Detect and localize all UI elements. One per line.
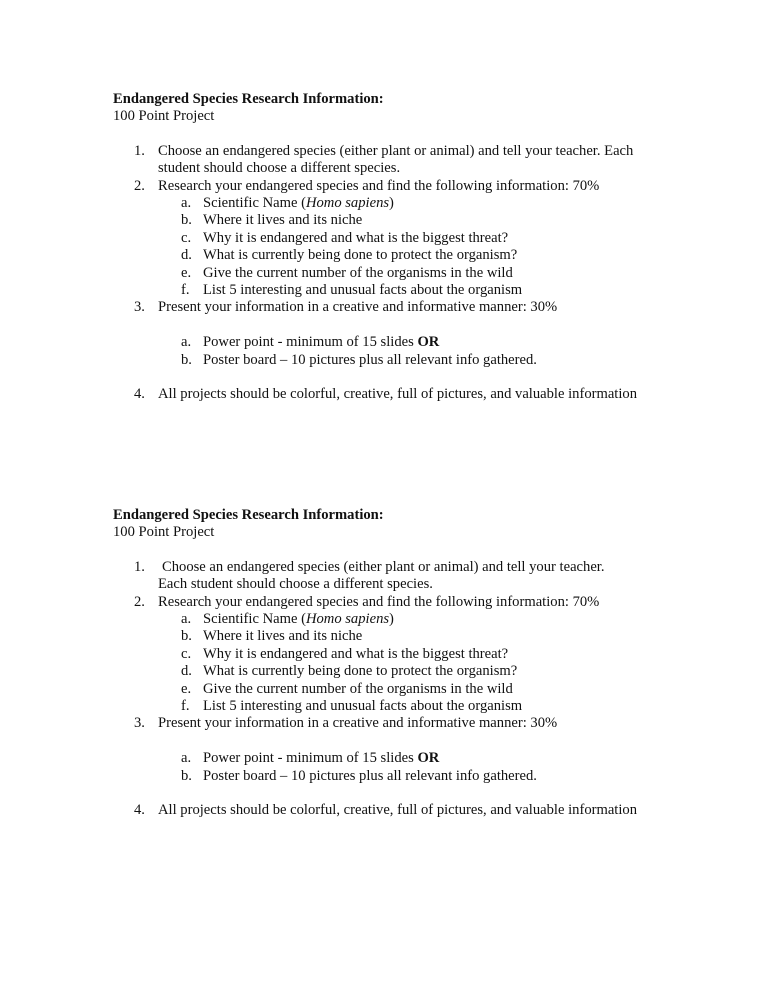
sub-item-letter: b. [181, 212, 192, 229]
item-text: Research your endangered species and find the following information: 70% [158, 177, 600, 194]
sub-item-text: Power point - minimum of 15 slides [203, 750, 418, 767]
item-text: Present your information in a creative and informative manner: 30% [158, 715, 558, 732]
sub-item [158, 698, 673, 715]
assignment-section-1 [113, 91, 673, 404]
spacer [158, 369, 673, 386]
sub-item-text: Power point - minimum of 15 slides [203, 334, 418, 351]
item-text: All projects should be colorful, creative, full of pictures, and valuable information [158, 386, 638, 403]
instruction-item [113, 559, 673, 594]
item-number: 2. [134, 593, 145, 610]
section-subtitle: 100 Point Project [113, 524, 215, 541]
sub-list [158, 334, 673, 369]
item-text-continued: Each student should choose a different species. [158, 576, 433, 593]
instruction-item [113, 386, 673, 403]
sub-item-text: List 5 interesting and unusual facts about the organism [203, 282, 523, 299]
sub-item-text: Scientific Name ( [203, 611, 306, 628]
sub-item-text: Poster board – 10 pictures plus all relevant info gathered. [203, 767, 537, 784]
instruction-item [113, 802, 673, 819]
section-subtitle: 100 Point Project [113, 108, 215, 125]
scientific-name-example: Homo sapiens [305, 611, 390, 628]
item-text: Present your information in a creative and informative manner: 30% [158, 299, 558, 316]
sub-item-letter: d. [181, 247, 192, 264]
assignment-section-2 [113, 507, 673, 820]
sub-item-letter: f. [181, 282, 190, 299]
item-text: Choose an endangered species (either plant or animal) and tell your teacher. Each [158, 142, 634, 159]
sub-item [158, 628, 673, 645]
sub-item-text-end: ) [389, 611, 394, 628]
instruction-item [113, 715, 673, 802]
sub-item-letter: e. [181, 680, 192, 697]
sub-item-text: Poster board – 10 pictures plus all relevant info gathered. [203, 351, 537, 368]
item-text-continued: student should choose a different species. [158, 160, 401, 177]
sub-item-text: Scientific Name ( [203, 195, 306, 212]
item-number: 3. [134, 715, 145, 732]
sub-item-text: Give the current number of the organisms in the wild [203, 680, 513, 697]
instruction-list [113, 559, 673, 820]
instruction-item [113, 299, 673, 386]
item-number: 1. [134, 142, 145, 159]
sub-item-letter: a. [181, 334, 192, 351]
sub-item [158, 750, 673, 767]
sub-item-letter: c. [181, 229, 192, 246]
sub-item-text: Where it lives and its niche [203, 628, 363, 645]
item-number: 4. [134, 386, 145, 403]
or-emphasis: OR [417, 334, 440, 351]
or-emphasis: OR [417, 750, 440, 767]
sub-item [158, 230, 673, 247]
sub-item-text: What is currently being done to protect the organism? [203, 663, 518, 680]
instruction-list [113, 143, 673, 404]
sub-item-letter: a. [181, 195, 192, 212]
sub-item [158, 646, 673, 663]
sub-item-letter: e. [181, 264, 192, 281]
item-number: 4. [134, 802, 145, 819]
sub-item-text: Why it is endangered and what is the biggest threat? [203, 645, 509, 662]
item-text: Choose an endangered species (either plant or animal) and tell your teacher. [162, 558, 605, 575]
sub-item [158, 195, 673, 212]
sub-item [158, 265, 673, 282]
item-number: 3. [134, 299, 145, 316]
sub-item-text: List 5 interesting and unusual facts about the organism [203, 698, 523, 715]
item-number: 1. [134, 558, 145, 575]
sub-item-letter: b. [181, 628, 192, 645]
sub-item-letter: f. [181, 698, 190, 715]
sub-item-letter: d. [181, 663, 192, 680]
item-text: All projects should be colorful, creative, full of pictures, and valuable information [158, 802, 638, 819]
sub-item-letter: b. [181, 767, 192, 784]
item-number: 2. [134, 177, 145, 194]
instruction-item [113, 594, 673, 716]
sub-item [158, 212, 673, 229]
sub-item-text: Where it lives and its niche [203, 212, 363, 229]
sub-item [158, 247, 673, 264]
instruction-item [113, 143, 673, 178]
sub-item [158, 768, 673, 785]
sub-item-letter: b. [181, 351, 192, 368]
sub-item [158, 681, 673, 698]
instruction-item [113, 178, 673, 300]
spacer [158, 785, 673, 802]
sub-item [158, 611, 673, 628]
item-text: Research your endangered species and find the following information: 70% [158, 593, 600, 610]
scientific-name-example: Homo sapiens [305, 195, 390, 212]
sub-item [158, 352, 673, 369]
sub-item [158, 282, 673, 299]
sub-item-text: Give the current number of the organisms in the wild [203, 264, 513, 281]
sub-item-letter: c. [181, 645, 192, 662]
sub-list [158, 611, 673, 715]
sub-item-text: What is currently being done to protect the organism? [203, 247, 518, 264]
sub-item [158, 663, 673, 680]
spacer [158, 733, 673, 750]
sub-list [158, 195, 673, 299]
sub-item [158, 334, 673, 351]
sub-item-text: Why it is endangered and what is the biggest threat? [203, 229, 509, 246]
section-title: Endangered Species Research Information: [113, 91, 384, 107]
sub-item-text-end: ) [389, 195, 394, 212]
section-title: Endangered Species Research Information: [113, 507, 384, 523]
sub-item-letter: a. [181, 750, 192, 767]
sub-list [158, 750, 673, 785]
spacer [158, 317, 673, 334]
sub-item-letter: a. [181, 611, 192, 628]
